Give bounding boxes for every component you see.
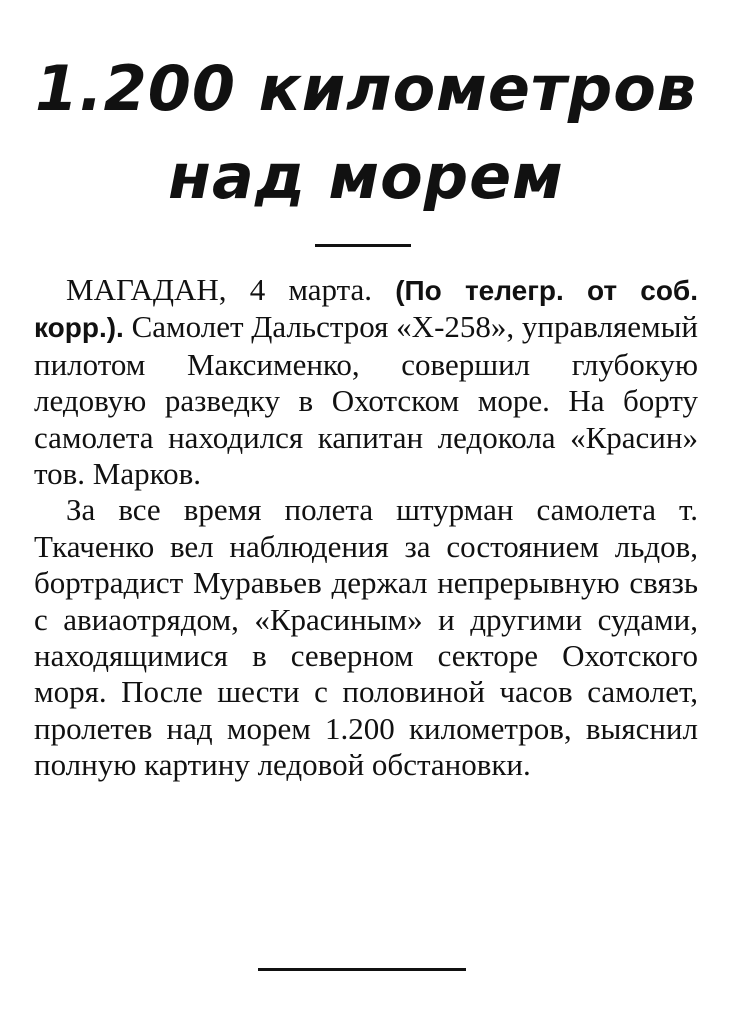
paragraph-2: За все время полета штурман самолета т. Ткаченко вел наблюдения за состоянием льдов, бортрадист Муравьев держал непрерывную связь с авиаотрядом, «Красиным» и другими судами, находящимися в северном секторе Охотского моря. После шести с половиной часов самолет, пролетев над морем 1.200 километров, выяснил полную картину ледовой обстановки. <box>34 492 698 783</box>
headline-line-2: над морем <box>168 140 564 213</box>
source-credit: (По телегр. от соб. корр.). <box>34 275 699 344</box>
paragraph-1 <box>34 272 698 492</box>
article-body <box>34 272 698 784</box>
end-divider <box>258 968 466 971</box>
dateline: МАГАДАН, 4 марта. <box>66 272 373 307</box>
headline-line-1: 1.200 километров <box>34 52 698 125</box>
paragraph-1-text: Самолет Дальстроя «Х-258», управляемый пилотом Максименко, совершил глубокую ледовую разведку в Охотском море. На борту самолета находился капитан ледокола «Красин» тов. Марков. <box>34 309 699 492</box>
headline-divider <box>315 244 411 247</box>
